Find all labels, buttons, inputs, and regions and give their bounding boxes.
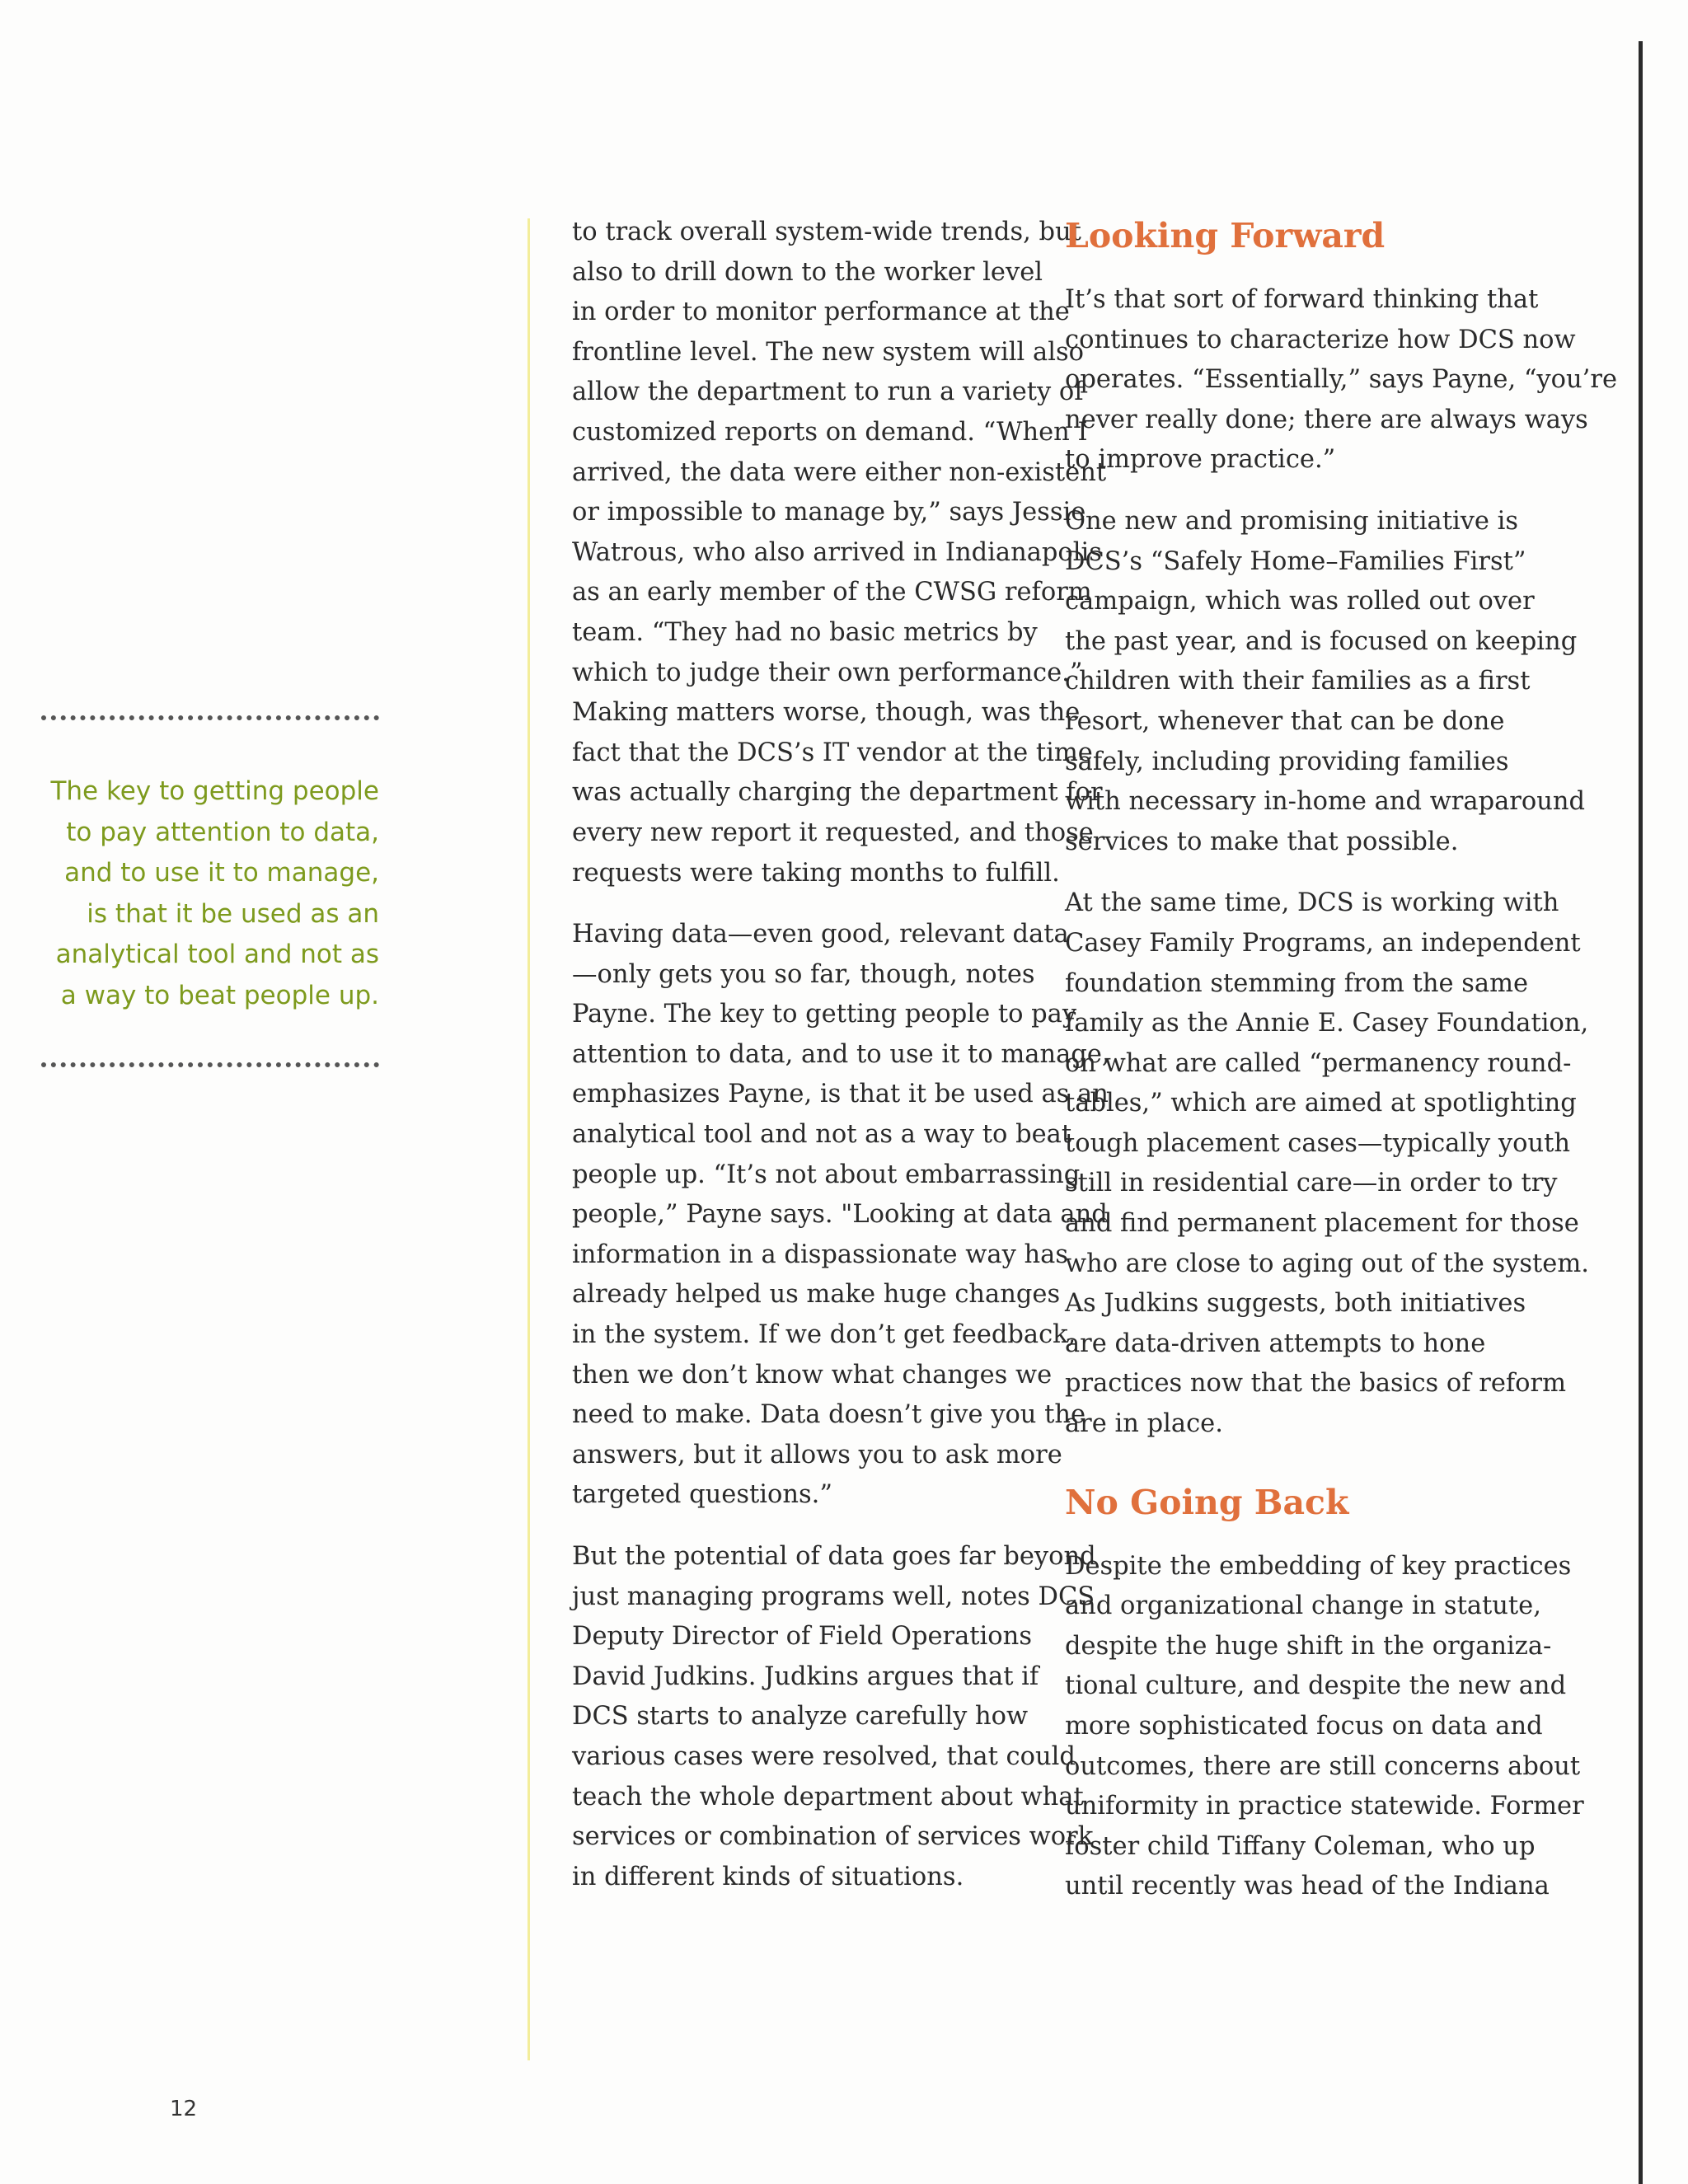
text-line: are data-driven attempts to hone [1065,1329,1486,1358]
text-line: At the same time, DCS is working with [1065,888,1559,918]
text-line: also to drill down to the worker level [572,257,1043,287]
body-paragraph [1065,1547,1584,1907]
text-line: foundation stemming from the same [1065,968,1529,998]
text-line: David Judkins. Judkins argues that if [572,1661,1039,1691]
body-paragraph [572,915,1110,1516]
column-rule [528,218,530,2060]
page-number: 12 [170,2097,198,2121]
text-line: are in place. [1065,1409,1223,1439]
text-line: people up. “It’s not about embarrassing [572,1160,1081,1189]
text-line: But the potential of data goes far beyond [572,1542,1096,1571]
text-line: fact that the DCS’s IT vendor at the time [572,738,1093,767]
text-line: continues to characterize how DCS now [1065,325,1576,354]
page-edge-shadow [1639,41,1643,2184]
text-line: practices now that the basics of reform [1065,1369,1567,1399]
text-line: emphasizes Payne, is that it be used as an [572,1080,1109,1109]
pull-quote-line: The key to getting people [50,776,379,806]
right-column [1065,213,1617,1929]
text-line: tough placement cases—typically youth [1065,1128,1571,1158]
text-line: campaign, which was rolled out over [1065,587,1535,616]
body-paragraph [1065,280,1617,480]
text-line: children with their families as a first [1065,667,1531,696]
text-line: operates. “Essentially,” says Payne, “you’re [1065,365,1617,395]
text-line: or impossible to manage by,” says Jessie [572,498,1086,527]
text-line: Watrous, who also arrived in Indianapolis [572,537,1102,567]
text-line: the past year, and is focused on keeping [1065,626,1578,656]
text-line: arrived, the data were either non-existent [572,457,1107,487]
text-line: allow the department to run a variety of [572,377,1084,407]
text-line: team. “They had no basic metrics by [572,617,1038,647]
text-line: need to make. Data doesn’t give you the [572,1400,1086,1430]
text-line: As Judkins suggests, both initiatives [1065,1289,1526,1319]
body-paragraph [572,213,1107,893]
pull-quote-text [41,771,387,1016]
text-line: answers, but it allows you to ask more [572,1440,1062,1469]
text-line: tional culture, and despite the new and [1065,1671,1567,1701]
text-line: foster child Tiffany Coleman, who up [1065,1831,1536,1861]
text-line: uniformity in practice statewide. Former [1065,1792,1584,1821]
text-line: tables,” which are aimed at spotlighting [1065,1089,1577,1118]
pull-quote-bottom-divider [41,1062,379,1067]
text-line: still in residential care—in order to try [1065,1169,1558,1198]
text-line: frontline level. The new system will also [572,337,1084,367]
text-line: every new report it requested, and those [572,818,1094,847]
section-heading: No Going Back [1065,1482,1349,1522]
text-line: and organizational change in statute, [1065,1591,1541,1621]
text-line: services to make that possible. [1065,827,1459,856]
text-line: and find permanent placement for those [1065,1209,1579,1239]
text-line: resort, whenever that can be done [1065,706,1505,736]
text-line: customized reports on demand. “When I [572,417,1088,447]
text-line: requests were taking months to fulfill. [572,858,1060,888]
text-line: was actually charging the department for [572,778,1103,808]
text-line: various cases were resolved, that could [572,1741,1076,1771]
text-line: family as the Annie E. Casey Foundation, [1065,1009,1589,1038]
text-line: already helped us make huge changes [572,1280,1061,1310]
text-line: safely, including providing families [1065,747,1509,776]
pull-quote-top-divider [41,715,379,720]
text-line: outcomes, there are still concerns about [1065,1751,1581,1781]
body-paragraph [572,1537,1096,1897]
text-line: DCS’s “Safely Home–Families First” [1065,546,1526,576]
text-line: Casey Family Programs, an independent [1065,928,1581,958]
middle-column [572,213,1110,1919]
text-line: people,” Payne says. "Looking at data and [572,1200,1108,1230]
body-paragraph [1065,502,1586,862]
text-line: on what are called “permanency round- [1065,1048,1572,1078]
text-line: attention to data, and to use it to manage, [572,1039,1110,1069]
text-line: DCS starts to analyze carefully how [572,1702,1029,1732]
pull-quote [41,715,387,1067]
pull-quote-line: and to use it to manage, [64,858,379,888]
pull-quote-line: analytical tool and not as [55,940,379,969]
pull-quote-line: a way to beat people up. [60,980,379,1010]
text-line: services or combination of services work [572,1822,1094,1852]
text-line: One new and promising initiative is [1065,506,1519,536]
text-line: to improve practice.” [1065,445,1336,475]
text-line: in the system. If we don’t get feedback, [572,1320,1076,1350]
text-line: Making matters worse, though, was the [572,698,1081,728]
text-line: —only gets you so far, though, notes [572,959,1035,989]
text-line: Despite the embedding of key practices [1065,1551,1572,1581]
text-line: more sophisticated focus on data and [1065,1712,1543,1741]
text-line: despite the huge shift in the organiza- [1065,1631,1552,1661]
text-line: analytical tool and not as a way to beat [572,1120,1072,1150]
text-line: It’s that sort of forward thinking that [1065,285,1539,314]
text-line: Having data—even good, relevant data [572,920,1069,949]
text-line: Deputy Director of Field Operations [572,1622,1032,1652]
text-line: who are close to aging out of the system. [1065,1249,1589,1278]
text-line: then we don’t know what changes we [572,1360,1053,1390]
pull-quote-line: to pay attention to data, [66,817,379,847]
text-line: as an early member of the CWSG reform [572,578,1092,607]
text-line: which to judge their own performance.” [572,658,1083,687]
section-heading: Looking Forward [1065,216,1386,255]
text-line: to track overall system-wide trends, but [572,218,1081,246]
text-line: in order to monitor performance at the [572,298,1070,327]
text-line: just managing programs well, notes DCS [572,1582,1095,1611]
text-line: Payne. The key to getting people to pay [572,1000,1077,1029]
text-line: never really done; there are always ways [1065,405,1588,434]
text-line: information in a dispassionate way has [572,1240,1069,1269]
text-line: in different kinds of situations. [572,1862,964,1891]
text-line: targeted questions.” [572,1480,832,1510]
body-paragraph [1065,883,1589,1444]
pull-quote-line: is that it be used as an [87,898,379,929]
text-line: with necessary in-home and wraparound [1065,787,1586,817]
text-line: until recently was head of the Indiana [1065,1872,1550,1901]
text-line: teach the whole department about what [572,1782,1084,1811]
